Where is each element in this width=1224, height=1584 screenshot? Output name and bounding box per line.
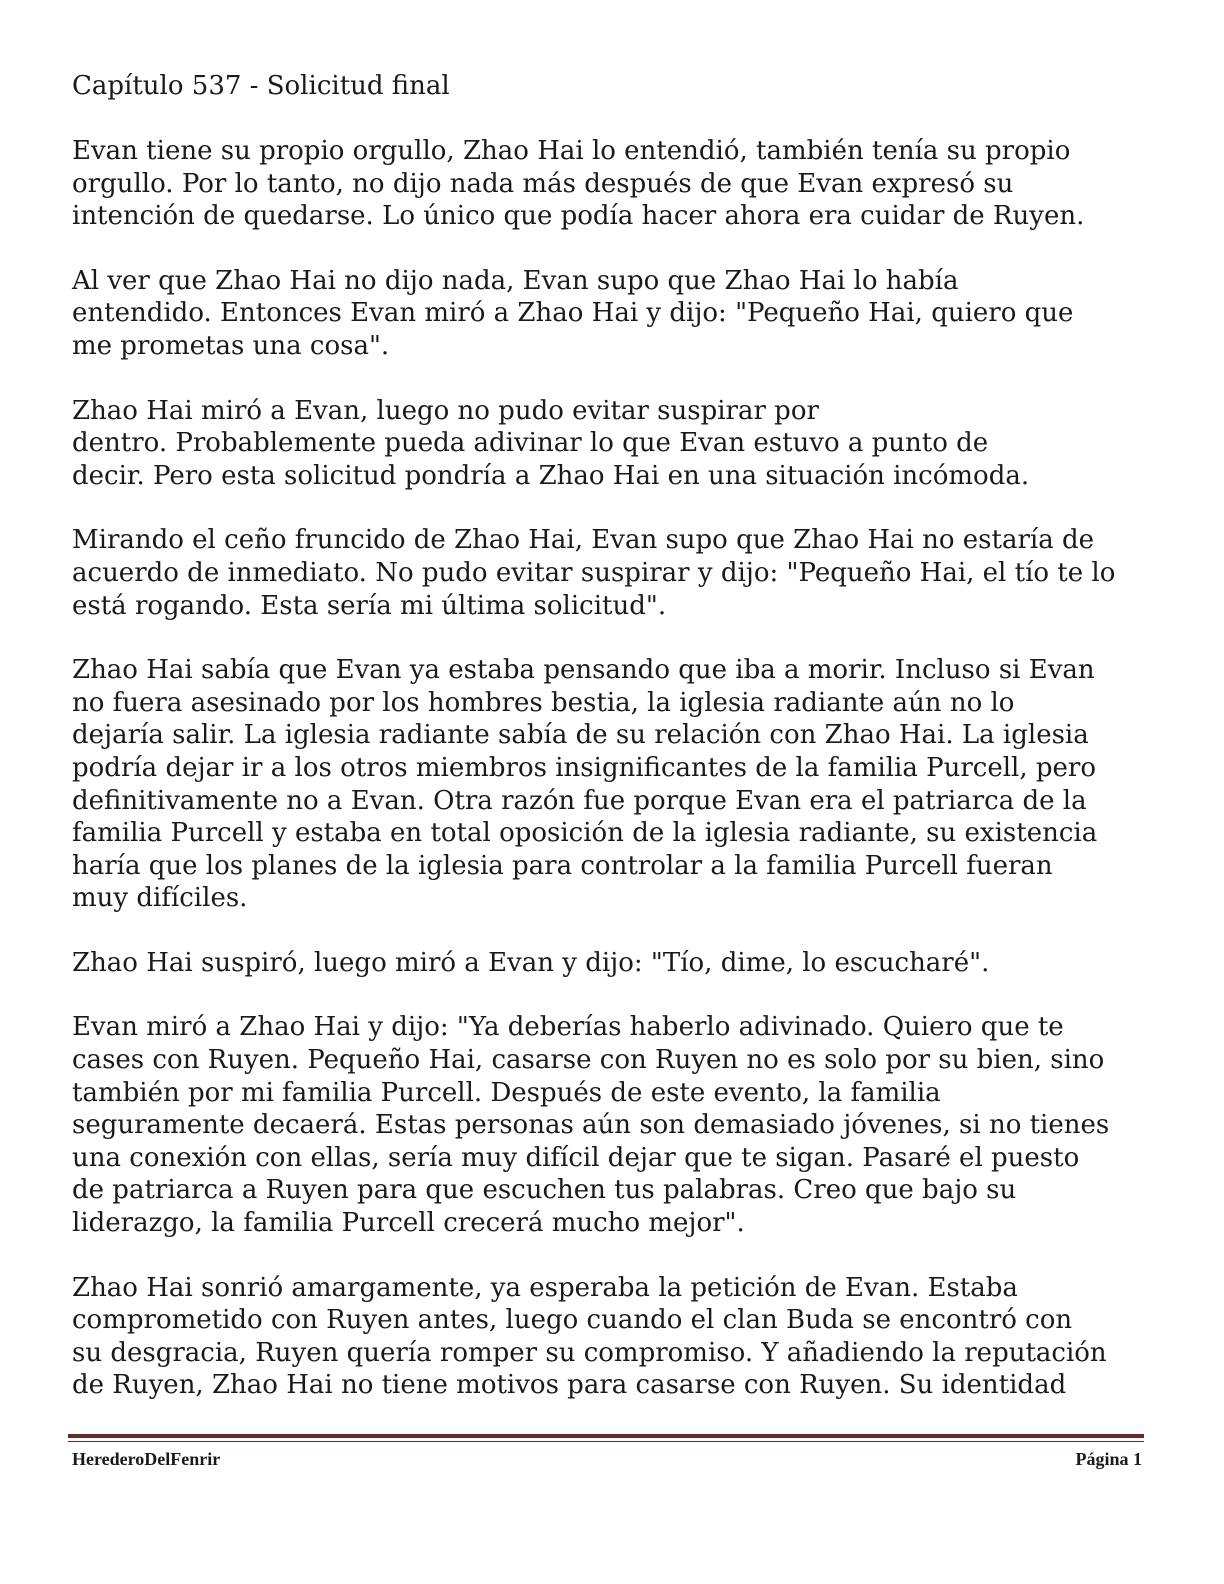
text-line: decir. Pero esta solicitud pondría a Zhao Hai en una situación incómoda. <box>72 460 1030 491</box>
text-line: orgullo. Por lo tanto, no dijo nada más después de que Evan expresó su <box>72 168 1014 199</box>
text-line: también por mi familia Purcell. Después de este evento, la familia <box>72 1077 941 1108</box>
text-line: muy difíciles. <box>72 883 248 914</box>
text-line: Zhao Hai miró a Evan, luego no pudo evitar suspirar por <box>72 395 819 426</box>
text-line: Mirando el ceño fruncido de Zhao Hai, Evan supo que Zhao Hai no estaría de <box>72 525 1095 556</box>
text-line: familia Purcell y estaba en total oposición de la iglesia radiante, su existencia <box>72 818 1098 849</box>
text-line: Zhao Hai suspiró, luego miró a Evan y dijo: "Tío, dime, lo escucharé". <box>72 947 990 978</box>
footer-author: HerederoDelFenrir <box>72 1449 221 1469</box>
text-line: Zhao Hai sonrió amargamente, ya esperaba la petición de Evan. Estaba <box>72 1272 1018 1303</box>
text-line: haría que los planes de la iglesia para controlar a la familia Purcell fueran <box>72 850 1053 881</box>
text-line: dentro. Probablemente pueda adivinar lo que Evan estuvo a punto de <box>72 428 989 459</box>
text-line: comprometido con Ruyen antes, luego cuando el clan Buda se encontró con <box>72 1305 1073 1336</box>
paragraph <box>72 1272 1152 1402</box>
text-line: cases con Ruyen. Pequeño Hai, casarse con Ruyen no es solo por su bien, sino <box>72 1045 1105 1076</box>
text-line: intención de quedarse. Lo único que podía hacer ahora era cuidar de Ruyen. <box>72 201 1085 232</box>
text-line: su desgracia, Ruyen quería romper su compromiso. Y añadiendo la reputación <box>72 1337 1107 1368</box>
paragraph <box>72 947 1152 980</box>
text-line: Zhao Hai sabía que Evan ya estaba pensando que iba a morir. Incluso si Evan <box>72 655 1095 686</box>
chapter-title: Capítulo 537 - Solicitud final <box>72 71 450 101</box>
text-line: Evan miró a Zhao Hai y dijo: "Ya deberías haberlo adivinado. Quiero que te <box>72 1012 1064 1043</box>
text-line: dejaría salir. La iglesia radiante sabía de su relación con Zhao Hai. La iglesia <box>72 720 1089 751</box>
text-line: definitivamente no a Evan. Otra razón fue porque Evan era el patriarca de la <box>72 785 1087 816</box>
paragraph <box>72 265 1152 363</box>
footer-divider <box>68 1434 1144 1438</box>
text-line: está rogando. Esta sería mi última solicitud". <box>72 590 667 621</box>
text-line: entendido. Entonces Evan miró a Zhao Hai y dijo: "Pequeño Hai, quiero que <box>72 298 1074 329</box>
text-line: me prometas una cosa". <box>72 330 390 361</box>
text-line: seguramente decaerá. Estas personas aún son demasiado jóvenes, si no tienes <box>72 1110 1110 1141</box>
footer-divider-thin <box>68 1441 1144 1442</box>
footer-page-number: Página 1 <box>1075 1449 1142 1469</box>
text-line: una conexión con ellas, sería muy difícil dejar que te sigan. Pasaré el puesto <box>72 1142 1080 1173</box>
text-line: liderazgo, la familia Purcell crecerá mucho mejor". <box>72 1208 745 1239</box>
paragraph <box>72 1011 1152 1239</box>
paragraph <box>72 654 1152 915</box>
text-line: de Ruyen, Zhao Hai no tiene motivos para casarse con Ruyen. Su identidad <box>72 1370 1067 1401</box>
text-line: podría dejar ir a los otros miembros insignificantes de la familia Purcell, pero <box>72 752 1096 783</box>
text-line: Al ver que Zhao Hai no dijo nada, Evan supo que Zhao Hai lo había <box>72 265 959 296</box>
page-body <box>72 70 1152 1434</box>
paragraph <box>72 524 1152 622</box>
text-line: de patriarca a Ruyen para que escuchen tus palabras. Creo que bajo su <box>72 1175 1017 1206</box>
text-line: Evan tiene su propio orgullo, Zhao Hai lo entendió, también tenía su propio <box>72 136 1071 166</box>
paragraph <box>72 395 1152 493</box>
text-line: no fuera asesinado por los hombres bestia, la iglesia radiante aún no lo <box>72 687 1015 718</box>
text-line: acuerdo de inmediato. No pudo evitar suspirar y dijo: "Pequeño Hai, el tío te lo <box>72 557 1116 588</box>
paragraph <box>72 135 1152 233</box>
